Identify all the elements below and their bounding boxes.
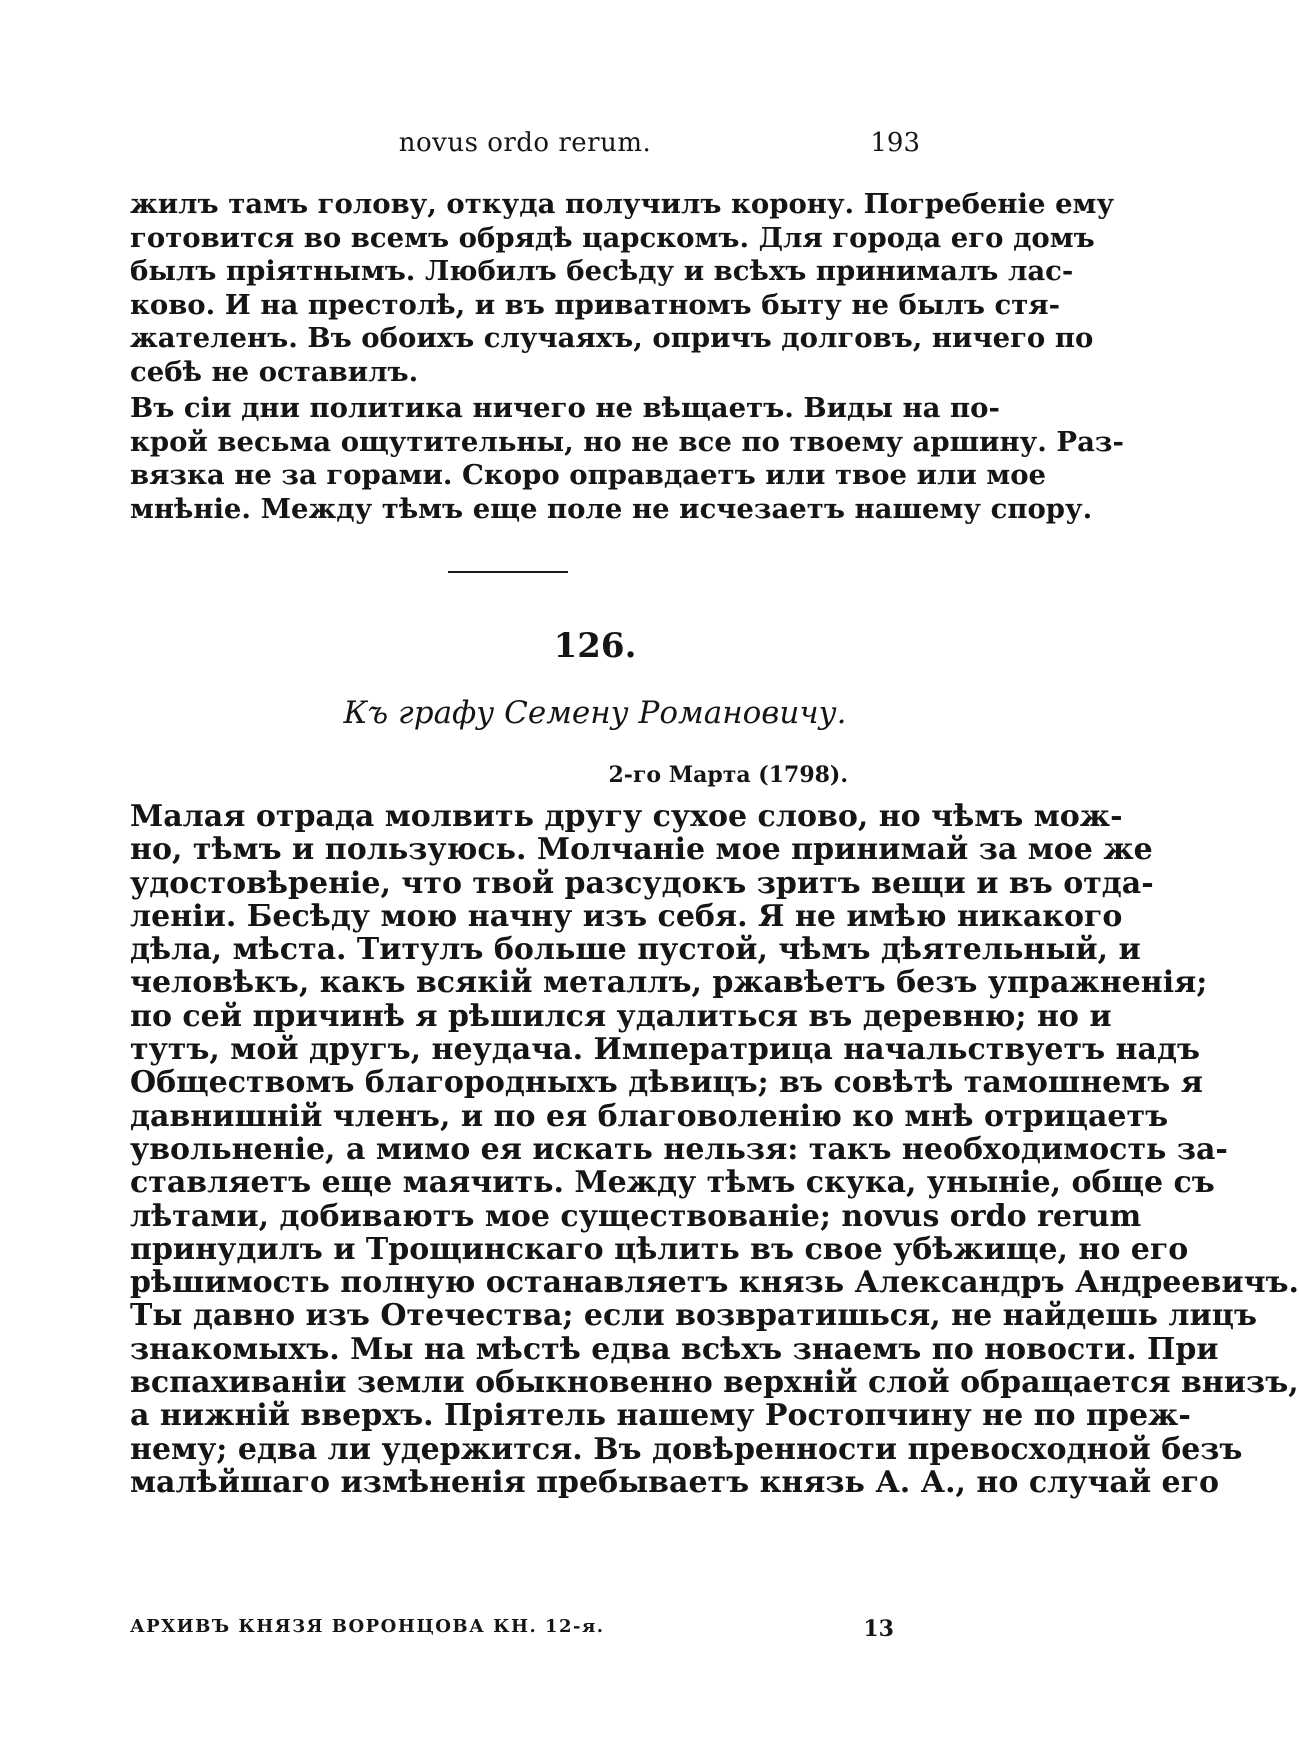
running-title: novus ordo rerum. <box>398 128 652 158</box>
text-line: Малая отрада молвить другу сухое слово, но чѣмъ мож- <box>130 799 1123 834</box>
paragraph-politics <box>130 392 1124 526</box>
letter-date: 2-го Марта (1798). <box>608 762 848 788</box>
text-line: а нижній вверхъ. Пріятель нашему Ростопчину не по преж- <box>130 1398 1191 1434</box>
text-line: давнишній членъ, и по ея благоволенію ко мнѣ отрицаетъ <box>130 1098 1169 1134</box>
running-head <box>130 128 920 162</box>
letter-addressee: Къ графу Семену Романовичу. <box>343 695 847 731</box>
text-line: вязка не за горами. Скоро оправдаетъ или твое или мое <box>130 459 1047 491</box>
text-line: готовится во всемъ обрядѣ царскомъ. Для города его домъ <box>130 221 1095 254</box>
text-line: себѣ не оставилъ. <box>130 355 419 388</box>
text-line: малѣйшаго измѣненія пребываетъ князь А. А., но случай его <box>130 1464 1220 1500</box>
paragraph-continuation <box>130 188 1115 389</box>
text-line: жилъ тамъ голову, откуда получилъ корону. Погребеніе ему <box>130 188 1115 220</box>
text-line: удостовѣреніе, что твой разсудокъ зритъ вещи и въ отда- <box>130 865 1154 901</box>
text-line: жателенъ. Въ обоихъ случаяхъ, опричъ долговъ, ничего по <box>130 322 1094 354</box>
text-line: ково. И на престолѣ, и въ приватномъ быту не былъ стя- <box>130 288 1061 321</box>
text-line: принудилъ и Трощинскаго цѣлить въ свое убѣжище, но его <box>130 1231 1189 1267</box>
text-line: рѣшимость полную останавляетъ князь Александръ Андреевичъ. <box>130 1265 1299 1301</box>
text-line: крой весьма ощутительны, но не все по твоему аршину. Раз- <box>130 425 1124 458</box>
text-line: по сей причинѣ я рѣшился удалиться въ деревню; но и <box>130 998 1112 1034</box>
text-line: но, тѣмъ и пользуюсь. Молчаніе мое принимай за мое же <box>130 832 1153 868</box>
text-line: дѣла, мѣста. Титулъ больше пустой, чѣмъ дѣятельный, и <box>130 932 1141 968</box>
text-line: вспахиваніи земли обыкновенно верхній слой обращается внизъ, <box>130 1365 1299 1401</box>
page-footer <box>130 1616 920 1646</box>
text-line: Обществомъ благородныхъ дѣвицъ; въ совѣтѣ тамошнемъ я <box>130 1065 1203 1101</box>
signature-mark: АРХИВЪ КНЯЗЯ ВОРОНЦОВА КН. 12-я. <box>130 1616 605 1637</box>
text-line: увольненіе, а мимо ея искать нельзя: такъ необходимость за- <box>130 1131 1228 1167</box>
text-line: знакомыхъ. Мы на мѣстѣ едва всѣхъ знаемъ по новости. При <box>130 1331 1219 1367</box>
text-line: ставляетъ еще маячить. Между тѣмъ скука, уныніе, обще съ <box>130 1165 1215 1201</box>
page-number: 193 <box>870 128 920 158</box>
sheet-number: 13 <box>863 1616 894 1642</box>
section-divider <box>448 571 568 573</box>
text-line: былъ пріятнымъ. Любилъ бесѣду и всѣхъ принималъ лас- <box>130 255 1074 287</box>
text-line: мнѣніе. Между тѣмъ еще поле не исчезаетъ нашему спору. <box>130 492 1093 525</box>
text-line: тутъ, мой другъ, неудача. Императрица начальствуетъ надъ <box>130 1032 1200 1068</box>
text-line: лѣтами, добиваютъ мое существованіе; novus ordo rerum <box>130 1198 1142 1234</box>
text-line: леніи. Бесѣду мою начну изъ себя. Я не имѣю никакого <box>130 898 1123 934</box>
letter-body <box>130 799 1299 1500</box>
text-line: Ты давно изъ Отечества; если возвратишься, не найдешь лицъ <box>130 1298 1257 1334</box>
text-line: Въ сіи дни политика ничего не вѣщаетъ. Виды на по- <box>130 392 1000 424</box>
text-line: человѣкъ, какъ всякій металлъ, ржавѣетъ безъ упражненія; <box>130 965 1208 1001</box>
letter-number: 126. <box>553 626 637 666</box>
text-line: нему; едва ли удержится. Въ довѣренности превосходной безъ <box>130 1431 1243 1467</box>
